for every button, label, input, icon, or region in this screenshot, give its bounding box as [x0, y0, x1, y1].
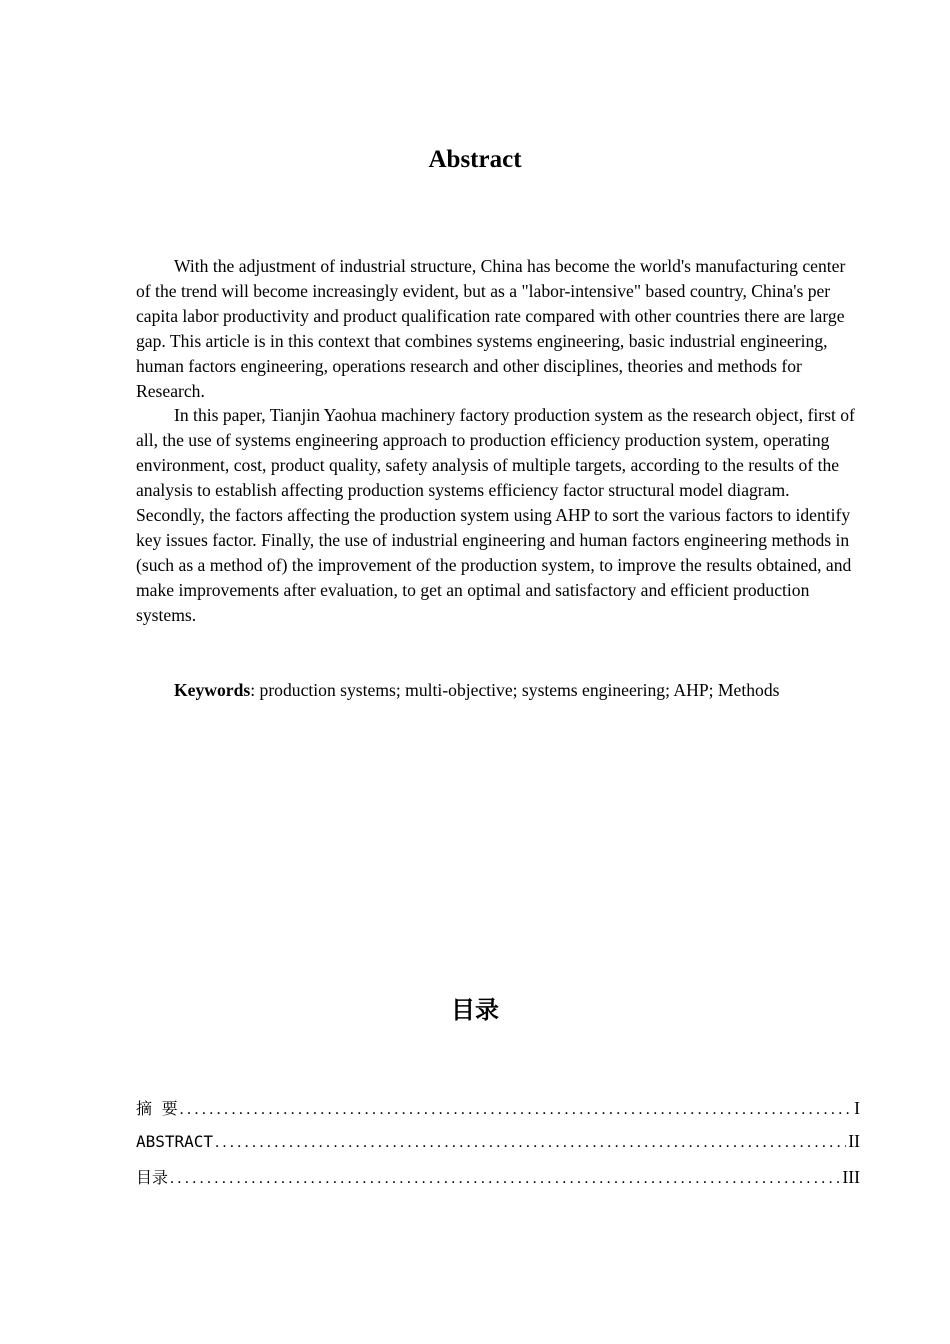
- toc-leader-dots: [170, 1170, 840, 1188]
- abstract-paragraph-1: With the adjustment of industrial structure, China has become the world's manufacturing center of the trend will become increasingly evident, but as a "labor-intensive" based country, China's per capita labor productivity and product qualification rate compared with other countries there are large gap. This article is in this context that combines systems engineering, basic industrial engineering, human factors engineering, operations research and other disciplines, theories and methods for Research.: [136, 256, 846, 401]
- abstract-paragraph-2: In this paper, Tianjin Yaohua machinery factory production system as the research object, first of all, the use of systems engineering approach to production efficiency production system, operating environment, cost, product quality, safety analysis of multiple targets, according to the results of the analysis to establish affecting production systems efficiency factor structural model diagram. Secondly, the factors affecting the production system using AHP to sort the various factors to identify key issues factor. Finally, the use of industrial engineering and human factors engineering methods in (such as a method of) the improvement of the production system, to improve the results obtained, and make improvements after evaluation, to get an optimal and satisfactory and efficient production systems.: [136, 405, 855, 625]
- toc-entry-label: 目录: [136, 1168, 169, 1187]
- toc-entry-label: ABSTRACT: [136, 1131, 214, 1151]
- table-of-contents: [136, 1096, 860, 1200]
- toc-entry-label: 摘 要: [136, 1099, 178, 1118]
- toc-entry-page: I: [854, 1098, 860, 1118]
- toc-entry-abstract-en[interactable]: [136, 1131, 860, 1166]
- toc-entry-abstract-cn[interactable]: [136, 1096, 860, 1131]
- toc-leader-dots: [180, 1101, 853, 1119]
- toc-leader-dots: [215, 1134, 846, 1152]
- toc-entry-page: II: [848, 1130, 860, 1151]
- toc-title: 目录: [451, 996, 499, 1024]
- toc-entry-page: III: [842, 1167, 860, 1187]
- keywords-text: : production systems; multi-objective; systems engineering; AHP; Methods: [250, 680, 780, 700]
- keywords-line: [136, 678, 860, 703]
- abstract-body: [136, 254, 860, 628]
- keywords-label: Keywords: [174, 680, 251, 700]
- toc-entry-contents[interactable]: [136, 1165, 860, 1200]
- abstract-title: Abstract: [428, 146, 522, 173]
